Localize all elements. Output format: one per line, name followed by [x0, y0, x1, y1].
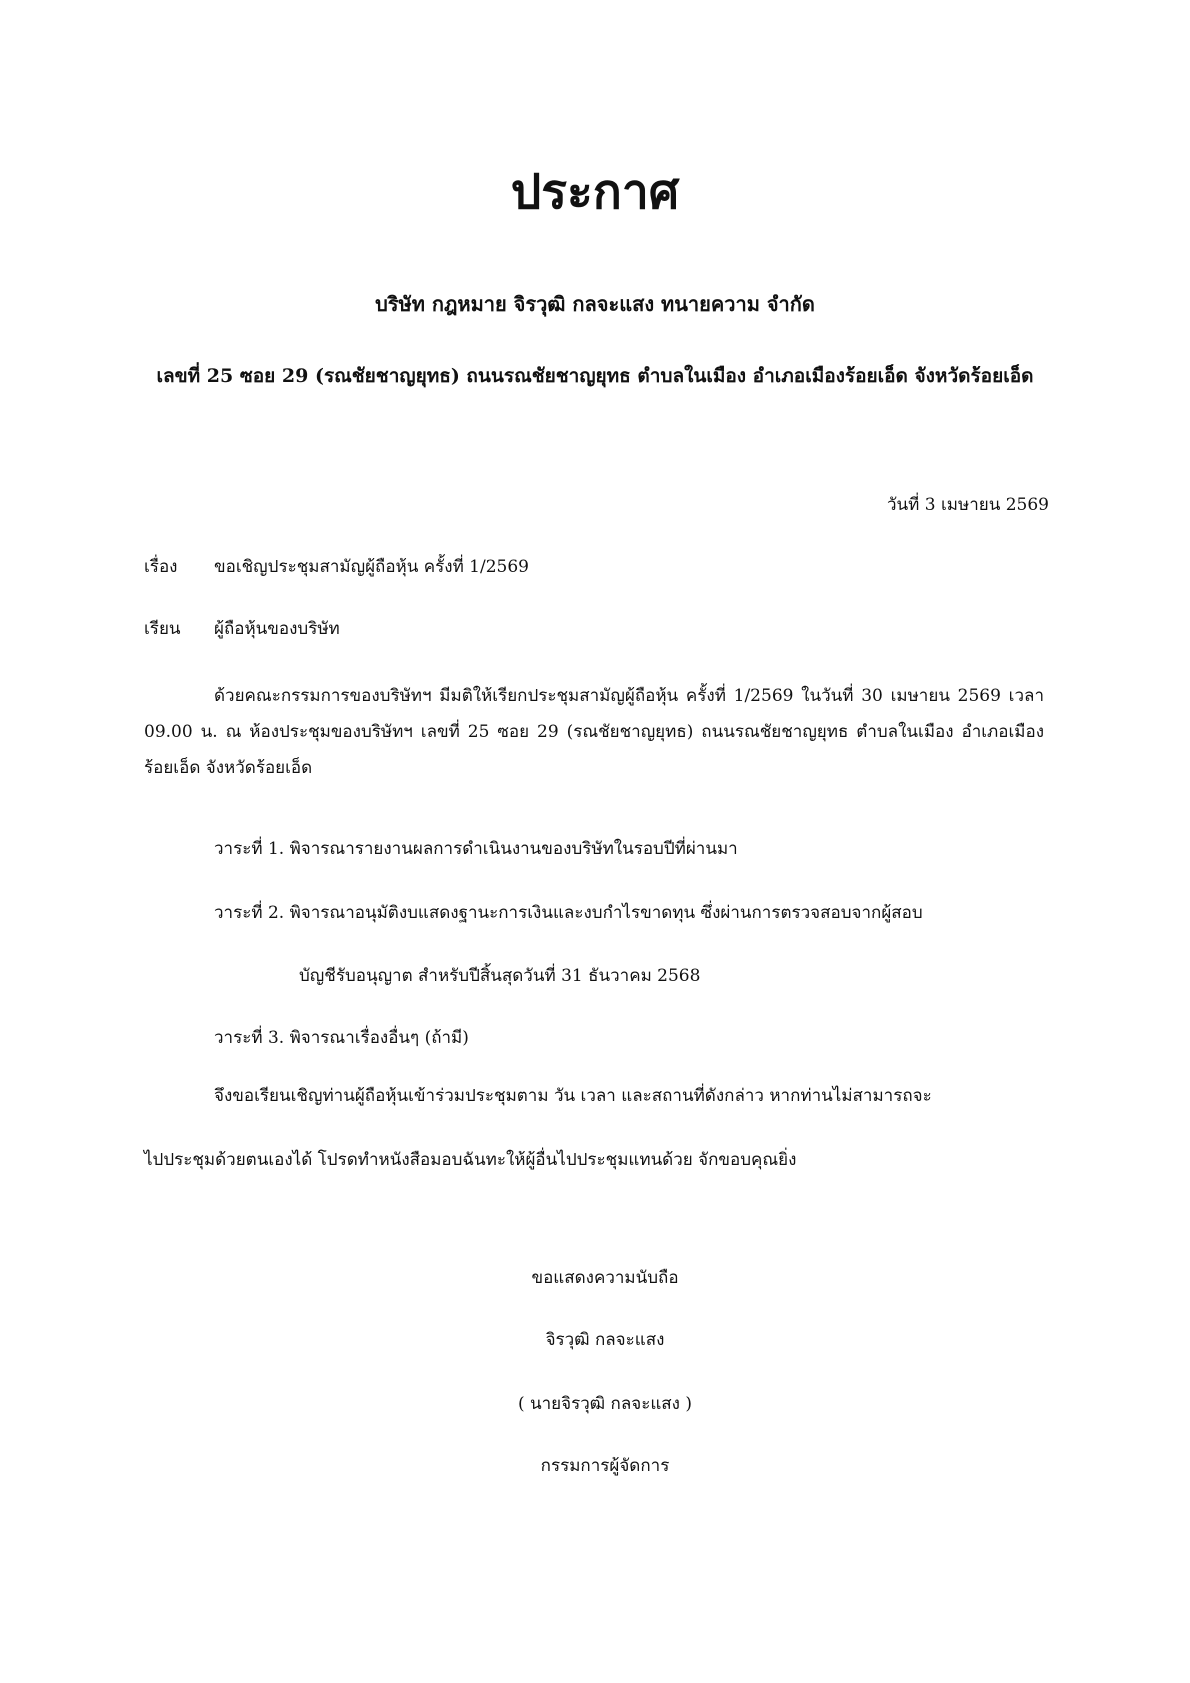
page-title: ประกาศ — [510, 164, 680, 220]
agenda-item-1: วาระที่ 1. พิจารณารายงานผลการดำเนินงานของบริษัทในรอบปีที่ผ่านมา — [214, 839, 738, 859]
signature-regards: ขอแสดงความนับถือ — [531, 1268, 679, 1288]
signature-position: กรรมการผู้จัดการ — [540, 1456, 670, 1476]
company-name: บริษัท กฎหมาย จิรวุฒิ กลจะแสง ทนายความ จำกัด — [375, 292, 815, 316]
agenda-item-2: วาระที่ 2. พิจารณาอนุมัติงบแสดงฐานะการเงินและงบกำไรขาดทุน ซึ่งผ่านการตรวจสอบจากผู้สอบ — [214, 903, 923, 923]
closing-line-2: ไปประชุมด้วยตนเองได้ โปรดทำหนังสือมอบฉันทะให้ผู้อื่นไปประชุมแทนด้วย จักขอบคุณยิ่ง — [144, 1150, 797, 1170]
subject-text: ขอเชิญประชุมสามัญผู้ถือหุ้น ครั้งที่ 1/2569 — [214, 557, 529, 577]
subject-label: เรื่อง — [144, 557, 178, 577]
signature-signed-name: จิรวุฒิ กลจะแสง — [545, 1330, 665, 1350]
recipient-text: ผู้ถือหุ้นของบริษัท — [214, 619, 340, 639]
signature-full-name: ( นายจิรวุฒิ กลจะแสง ) — [517, 1394, 693, 1414]
recipient-row — [144, 615, 340, 643]
agenda-item-3: วาระที่ 3. พิจารณาเรื่องอื่นๆ (ถ้ามี) — [214, 1028, 469, 1048]
company-address: เลขที่ 25 ซอย 29 (รณชัยชาญยุทธ) ถนนรณชัยชาญยุทธ ตำบลในเมือง อำเภอเมืองร้อยเอ็ด จังหวัดร้อยเอ็ด — [156, 365, 1034, 387]
agenda-item-2-continuation: บัญชีรับอนุญาต สำหรับปีสิ้นสุดวันที่ 31 ธันวาคม 2568 — [299, 966, 701, 986]
document-date: วันที่ 3 เมษายน 2569 — [886, 495, 1049, 515]
recipient-label: เรียน — [144, 619, 181, 639]
body-paragraph: ด้วยคณะกรรมการของบริษัทฯ มีมติให้เรียกประชุมสามัญผู้ถือหุ้น ครั้งที่ 1/2569 ในวันที่ 30 เมษายน 2569 เวลา 09.00 น. ณ ห้องประชุมของบริษัทฯ เลขที่ 25 ซอย 29 (รณชัยชาญยุทธ) ถนนรณชัยชาญยุทธ ตำบลในเมือง อำเภอเมืองร้อยเอ็ด จังหวัดร้อยเอ็ด — [144, 686, 1044, 778]
closing-line-1: จึงขอเรียนเชิญท่านผู้ถือหุ้นเข้าร่วมประชุมตาม วัน เวลา และสถานที่ดังกล่าว หากท่านไม่สามารถจะ — [214, 1086, 932, 1106]
subject-row — [144, 553, 529, 581]
